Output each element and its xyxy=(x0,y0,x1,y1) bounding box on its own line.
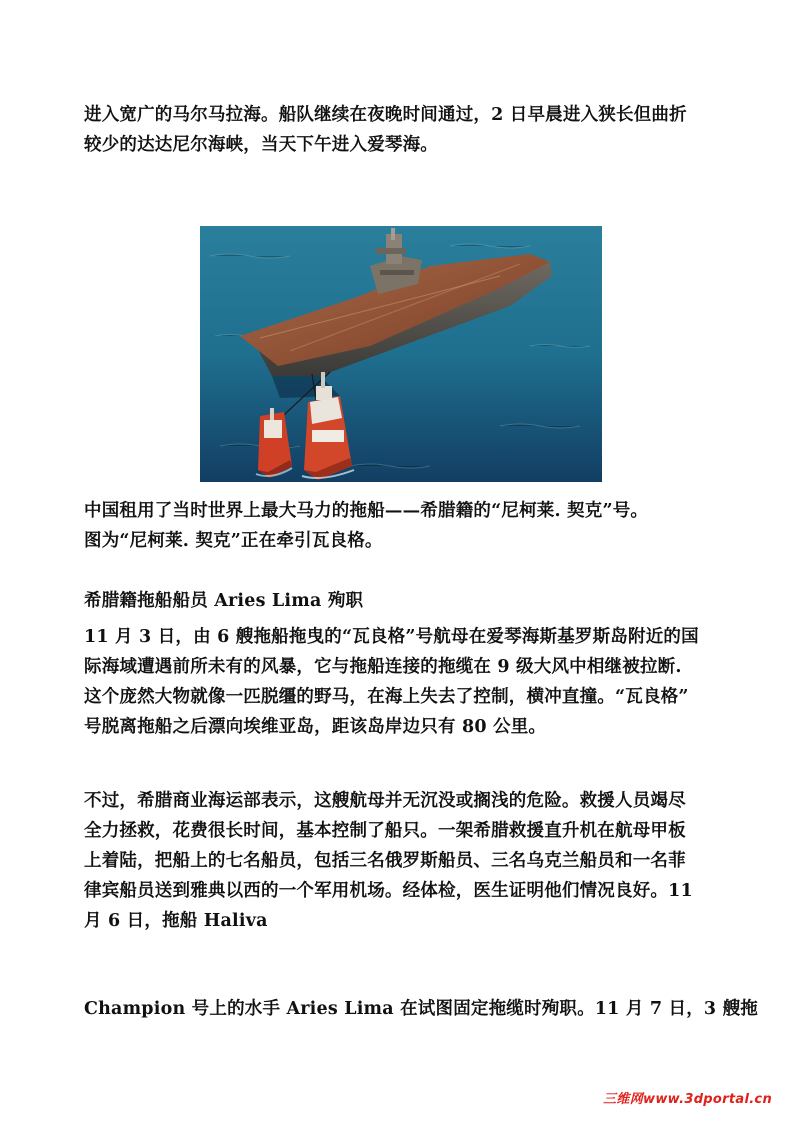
paragraph-line: Champion 号上的水手 Aries Lima 在试图固定拖缆时殉职。11 月 7 日，3 艘拖 xyxy=(84,999,758,1019)
section-heading-text: 希腊籍拖船船员 Aries Lima 殉职 xyxy=(84,591,364,611)
intro-paragraph xyxy=(84,100,724,160)
paragraph-line: 律宾船员送到雅典以西的一个军用机场。经体检，医生证明他们情况良好。11 xyxy=(84,881,693,901)
watermark-url: www.3dportal.cn xyxy=(643,1092,772,1107)
site-watermark xyxy=(603,1088,772,1107)
intro-line-2: 较少的达达尼尔海峡，当天下午进入爱琴海。 xyxy=(84,135,438,155)
paragraph-line: 月 6 日，拖船 Haliva xyxy=(84,911,268,931)
intro-line-1: 进入宽广的马尔马拉海。船队继续在夜晚时间通过，2 日早晨进入狭长但曲折 xyxy=(84,105,687,125)
aircraft-carrier-illustration xyxy=(200,226,602,482)
paragraph-storm xyxy=(84,622,724,742)
section-heading xyxy=(84,586,724,616)
paragraph-line: 上着陆，把船上的七名船员，包括三名俄罗斯船员、三名乌克兰船员和一名菲 xyxy=(84,851,686,871)
paragraph-rescue xyxy=(84,786,724,936)
paragraph-line: 际海域遭遇前所未有的风暴，它与拖船连接的拖缆在 9 级大风中相继被拉断. xyxy=(84,657,682,677)
photo-caption xyxy=(84,496,724,556)
paragraph-line: 号脱离拖船之后漂向埃维亚岛，距该岛岸边只有 80 公里。 xyxy=(84,717,547,737)
caption-line-2: 图为“尼柯莱. 契克”正在牵引瓦良格。 xyxy=(84,531,383,551)
caption-line-1: 中国租用了当时世界上最大马力的拖船——希腊籍的“尼柯莱. 契克”号。 xyxy=(84,501,649,521)
aircraft-carrier-photo xyxy=(200,226,602,482)
paragraph-line: 不过，希腊商业海运部表示，这艘航母并无沉没或搁浅的危险。救援人员竭尽 xyxy=(84,791,686,811)
paragraph-champion xyxy=(84,994,758,1024)
watermark-brand: 三维网 xyxy=(603,1092,644,1107)
paragraph-line: 这个庞然大物就像一匹脱缰的野马，在海上失去了控制，横冲直撞。“瓦良格” xyxy=(84,687,689,707)
paragraph-line: 全力拯救，花费很长时间，基本控制了船只。一架希腊救援直升机在航母甲板 xyxy=(84,821,686,841)
paragraph-line: 11 月 3 日，由 6 艘拖船拖曳的“瓦良格”号航母在爱琴海斯基罗斯岛附近的国 xyxy=(84,627,699,647)
